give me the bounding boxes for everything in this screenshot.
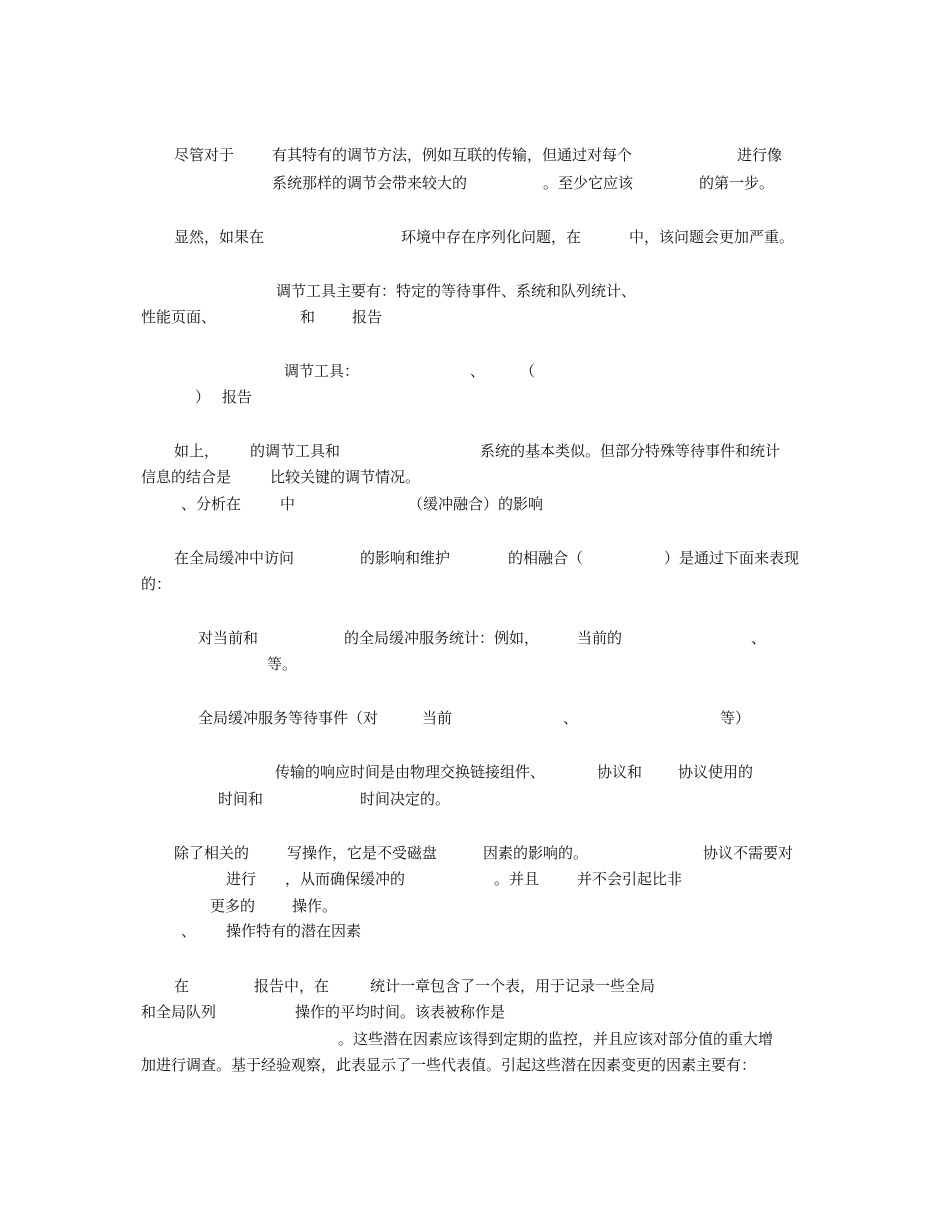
list-item — [0, 627, 950, 649]
text-fragment: 传输的响应时间是由物理交换链接组件、 — [275, 763, 546, 781]
text-fragment: 。这些潜在因素应该得到定期的监控，并且应该对部分值的重大增 — [338, 1030, 774, 1048]
text-fragment: 如上， — [174, 442, 220, 460]
text-fragment: 调节工具主要有：特定的等待事件、系统和队列统计、 — [276, 282, 637, 300]
text-fragment: 操作特有的潜在因素 — [226, 922, 362, 940]
text-fragment: 的相融合（ — [508, 549, 584, 567]
text-fragment: 。并且 — [494, 870, 540, 888]
text-fragment: ） — [195, 388, 211, 406]
text-fragment: 并不会引起比非 — [577, 870, 683, 888]
text-fragment: 写操作，它是不受磁盘 — [287, 844, 438, 862]
text-fragment: 当前 — [422, 709, 453, 727]
text-fragment: 统计一章包含了一个表，用于记录一些全局 — [370, 977, 656, 995]
text-fragment: 在 — [174, 977, 190, 995]
text-fragment: 报告中，在 — [254, 977, 330, 995]
text-line — [0, 573, 950, 595]
text-fragment: 性能页面、 — [141, 308, 217, 326]
text-line — [0, 226, 950, 248]
text-fragment: 当前的 — [577, 629, 623, 647]
text-line — [0, 868, 950, 890]
text-fragment: 的调节工具和 — [250, 442, 341, 460]
text-line — [0, 466, 950, 488]
text-fragment: 的第一步。 — [699, 174, 775, 192]
text-line — [0, 144, 950, 166]
text-line — [0, 975, 950, 997]
text-fragment: 的： — [141, 575, 172, 593]
text-line — [0, 842, 950, 864]
text-fragment: 和全局队列 — [141, 1003, 217, 1021]
text-fragment: （缓冲融合）的影响 — [408, 495, 544, 513]
text-fragment: 的全局缓冲服务统计：例如， — [344, 629, 540, 647]
text-fragment: 操作。 — [292, 897, 338, 915]
text-line — [0, 1054, 950, 1076]
text-fragment: 调节工具： — [284, 362, 360, 380]
section-heading — [0, 920, 950, 942]
text-fragment: 系统那样的调节会带来较大的 — [272, 174, 468, 192]
text-fragment: 操作的平均时间。该表被称作是 — [295, 1003, 506, 1021]
text-line — [0, 1001, 950, 1023]
text-fragment: 比较关键的调节情况。 — [270, 468, 421, 486]
text-fragment: 报告 — [222, 388, 253, 406]
text-fragment: 除了相关的 — [174, 844, 250, 862]
text-fragment: 、分析在 — [181, 495, 242, 513]
text-fragment: 协议使用的 — [678, 763, 754, 781]
text-fragment: 时间和 — [218, 790, 264, 808]
text-fragment: 全局缓冲服务等待事件（对 — [198, 709, 379, 727]
text-line — [0, 440, 950, 462]
text-fragment: 、 — [751, 629, 767, 647]
text-fragment: 因素的影响的。 — [483, 844, 589, 862]
text-fragment: 对当前和 — [198, 629, 259, 647]
text-fragment: 显然，如果在 — [174, 228, 265, 246]
section-heading — [0, 493, 950, 515]
text-fragment: 、 — [563, 709, 579, 727]
text-line — [0, 895, 950, 917]
text-line — [0, 306, 950, 328]
text-fragment: 有其特有的调节方法，例如互联的传输，但通过对每个 — [272, 146, 633, 164]
text-fragment: 中，该问题会更加严重。 — [629, 228, 795, 246]
text-fragment: 和 — [300, 308, 316, 326]
text-fragment: 等。 — [267, 655, 298, 673]
text-fragment: 等） — [720, 709, 751, 727]
text-line — [0, 386, 950, 408]
text-fragment: 在全局缓冲中访问 — [174, 549, 295, 567]
text-fragment: 、 — [181, 922, 197, 940]
list-item — [0, 707, 950, 729]
text-fragment: 更多的 — [210, 897, 256, 915]
text-fragment: 中 — [280, 495, 296, 513]
list-item — [0, 653, 950, 675]
text-fragment: 报告 — [352, 308, 383, 326]
text-line — [0, 280, 950, 302]
text-fragment: 。至少它应该 — [543, 174, 634, 192]
text-fragment: 时间决定的。 — [360, 790, 451, 808]
text-fragment: 进行 — [226, 870, 257, 888]
text-line — [0, 172, 950, 194]
text-fragment: 加进行调查。基于经验观察，此表显示了一些代表值。引起这些潜在因素变更的因素主要有： — [141, 1056, 757, 1074]
text-fragment: 协议不需要对 — [703, 844, 794, 862]
text-fragment: 系统的基本类似。但部分特殊等待事件和统计 — [480, 442, 781, 460]
text-line — [0, 788, 950, 810]
text-fragment: 进行像 — [737, 146, 783, 164]
text-line — [0, 547, 950, 569]
text-line — [0, 761, 950, 783]
text-fragment: 尽管对于 — [174, 146, 235, 164]
text-fragment: ）是通过下面来表现 — [664, 549, 800, 567]
text-fragment: 的影响和维护 — [360, 549, 451, 567]
text-line — [0, 360, 950, 382]
text-fragment: ，从而确保缓冲的 — [285, 870, 406, 888]
text-fragment: 协议和 — [597, 763, 643, 781]
text-fragment: 、 — [470, 362, 486, 380]
text-fragment: 环境中存在序列化问题，在 — [401, 228, 582, 246]
text-line — [0, 1028, 950, 1050]
text-fragment: 信息的结合是 — [141, 468, 232, 486]
text-fragment: （ — [520, 362, 536, 380]
